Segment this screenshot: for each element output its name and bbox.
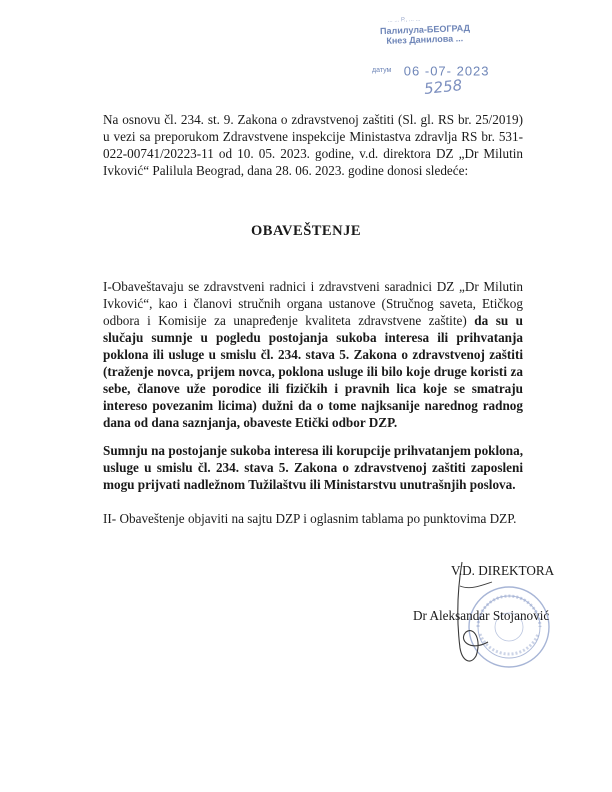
signature-name: Dr Aleksandar Stojanović <box>413 608 550 623</box>
paragraph-3: II- Obaveštenje objaviti na sajtu DZP i oglasnim tablama po punktovima DZP. <box>103 511 517 526</box>
signature-title: V.D. DIREKTORA <box>451 563 555 578</box>
intro-paragraph: Na osnovu čl. 234. st. 9. Zakona o zdravstvenoj zaštiti (Sl. gl. RS br. 25/2019) u vezi sa preporukom Zdravstvene inspekcije Ministastva zdravlja RS br. 531-022-00741/20223-11 od 10. 05. 2023. godine, v.d. direktora DZ „Dr Milutin Ivković“ Palilula Beograd, dana 28. 06. 2023. godine donosi sledeće: <box>103 112 523 178</box>
stamp-date-row <box>372 62 490 80</box>
paragraph-1-bold-text: da su u slučaju sumnje u pogledu postojanja sukoba interesa ili prihvatanja poklona ili usluge u smislu čl. 234. stava 5. Zakona o zdravstvenoj zaštiti (traženje novca, prijem novca, poklona usluge ili bilo koje druge koristi za sebe, članove uže porodice ili fizičkih i pravnih lica koje se smatraju intereso povezanim licima) dužni da o tome najksanije narednog radnog dana od dana saznjanja, obaveste Etički odbor DZP. <box>103 313 524 430</box>
stamp-line-2: Палилула-БЕОГРАД <box>379 22 471 37</box>
paragraph-1 <box>103 278 523 431</box>
stamp-date: 06 -07- 2023 <box>403 63 490 79</box>
document-title: OBAVEŠTENJE <box>251 223 361 239</box>
paragraph-1-text: I-Obaveštavaju se zdravstveni radnici i zdravstveni saradnici DZ „Dr Milutin Ivković“, kao i članovi stručnih organa ustanove (Stručnog saveta, Etičkog odbora i Komisije za unapređenje kvaliteta zdravstvene zaštite) <box>103 279 523 328</box>
stamp-date-label: датум <box>372 67 392 75</box>
stamp-line-3: Кнез Данилова ... <box>386 33 464 46</box>
stamp-line-1: ... ... Р., ... ... <box>387 16 421 24</box>
paragraph-2: Sumnju na postojanje sukoba interesa ili korupcije prihvatanjem poklona, usluge u smislu čl. 234. stava 5. Zakona o zdravstvenoj zaštiti zaposleni mogu prijvati nadležnom Tužilaštvu ili Ministarstvu unutrašnjih poslova. <box>103 443 523 492</box>
registry-stamp <box>380 12 501 46</box>
handwritten-registry-number: 5258 <box>423 76 464 98</box>
